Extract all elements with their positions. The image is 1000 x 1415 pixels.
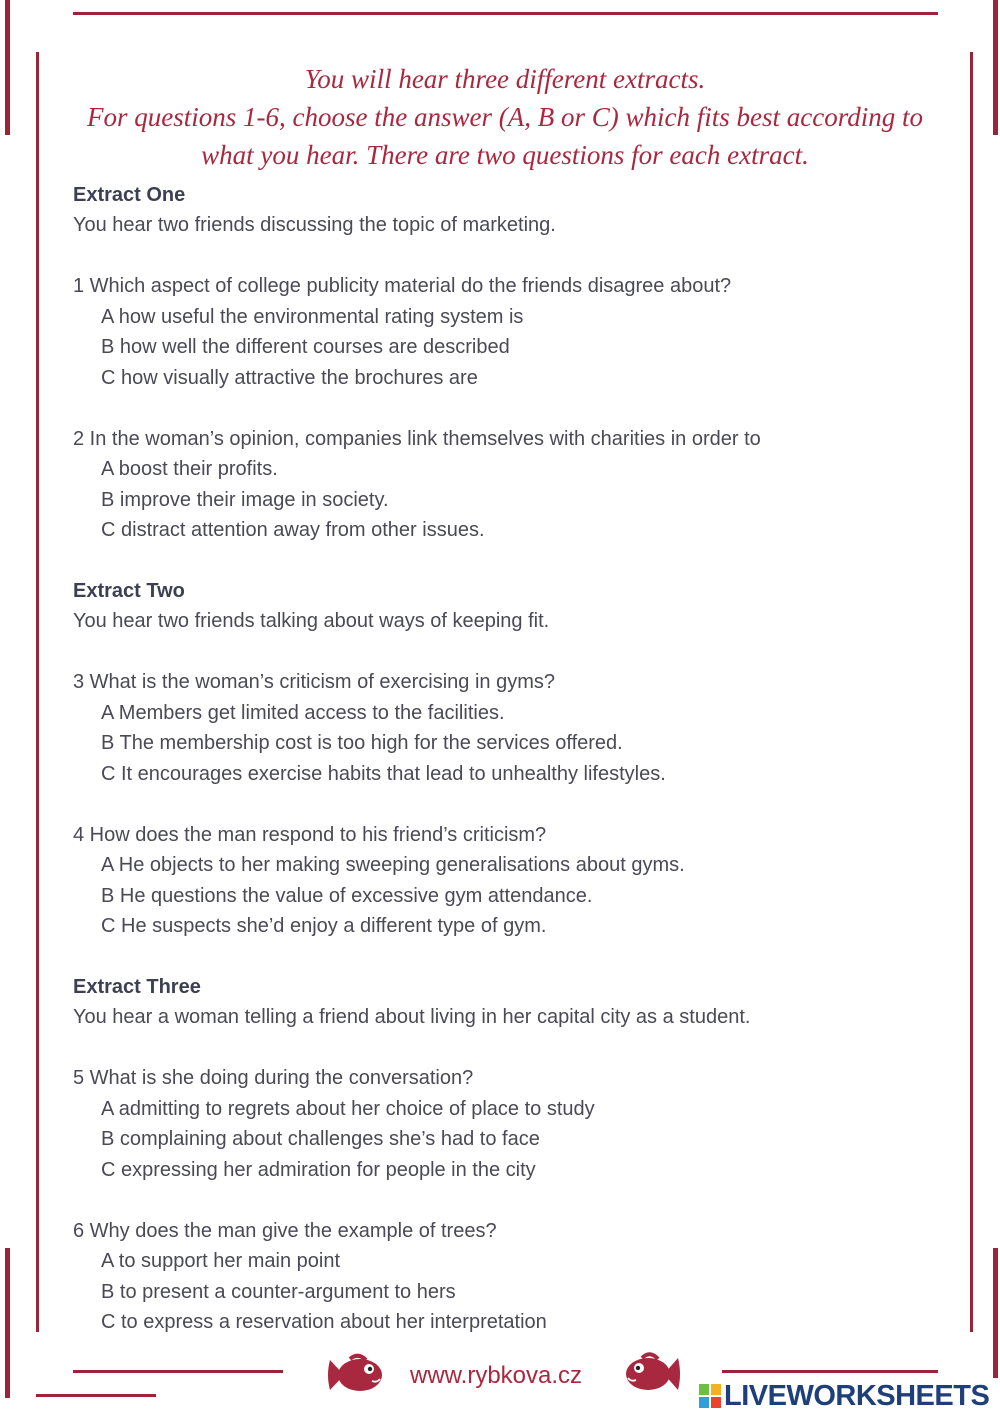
question-6-option-c[interactable]: C to express a reservation about her interpretation (101, 1311, 547, 1333)
instructions-line-1: You will hear three different extracts. (304, 64, 706, 94)
exercise-content (73, 180, 953, 1338)
liveworksheets-brand[interactable] (698, 1378, 989, 1414)
instructions-line-3: what you hear. There are two questions for each extract. (201, 140, 809, 170)
question-3-option-c[interactable]: C It encourages exercise habits that lead to unhealthy lifestyles. (101, 762, 666, 785)
extract-three-title: Extract Three (73, 976, 201, 998)
website-link[interactable]: www.rybkova.cz (410, 1362, 583, 1389)
question-4-option-c[interactable]: C He suspects she’d enjoy a different type of gym. (101, 915, 547, 937)
question-4-option-a[interactable]: A He objects to her making sweeping generalisations about gyms. (101, 854, 685, 876)
question-2-option-b[interactable]: B improve their image in society. (101, 488, 389, 511)
question-6-option-b[interactable]: B to present a counter-argument to hers (101, 1280, 456, 1303)
left-frame-line (36, 52, 39, 1332)
extract-two-title: Extract Two (73, 580, 185, 602)
question-1-option-a[interactable]: A how useful the environmental rating system is (101, 305, 524, 328)
question-3-option-a[interactable]: A Members get limited access to the facilities. (101, 701, 505, 724)
left-upper-bar (5, 0, 10, 135)
question-2: 2 In the woman’s opinion, companies link themselves with charities in order to (73, 427, 761, 450)
question-5: 5 What is she doing during the conversation? (73, 1067, 474, 1089)
question-5-option-a[interactable]: A admitting to regrets about her choice of place to study (101, 1097, 595, 1120)
question-3: 3 What is the woman’s criticism of exercising in gyms? (73, 671, 556, 693)
question-1-option-b[interactable]: B how well the different courses are described (101, 336, 510, 358)
question-3-option-b[interactable]: B The membership cost is too high for the services offered. (101, 732, 623, 754)
liveworksheets-logo-icon (698, 1382, 722, 1410)
instructions (60, 60, 950, 174)
question-6: 6 Why does the man give the example of trees? (73, 1219, 497, 1242)
right-lower-bar (993, 1248, 998, 1378)
right-upper-bar (993, 0, 998, 135)
fish-icon-right (622, 1350, 686, 1398)
question-5-option-b[interactable]: B complaining about challenges she’s had to face (101, 1128, 540, 1150)
bottom-right-rule (722, 1370, 938, 1373)
extract-one-context: You hear two friends discussing the topic of marketing. (73, 214, 556, 236)
extract-one-title: Extract One (73, 184, 186, 206)
extract-two-context: You hear two friends talking about ways of keeping fit. (73, 610, 550, 632)
right-frame-line (970, 52, 973, 1332)
bottom-left-rule-2 (36, 1394, 156, 1397)
question-1-option-c[interactable]: C how visually attractive the brochures are (101, 366, 478, 389)
liveworksheets-name: LIVEWORKSHEETS (724, 1379, 990, 1412)
left-lower-bar (5, 1248, 10, 1398)
question-6-option-a[interactable]: A to support her main point (101, 1250, 341, 1272)
question-2-option-a[interactable]: A boost their profits. (101, 458, 278, 480)
question-4-option-b[interactable]: B He questions the value of excessive gym attendance. (101, 884, 593, 907)
question-2-option-c[interactable]: C distract attention away from other issues. (101, 519, 485, 541)
question-5-option-c[interactable]: C expressing her admiration for people in the city (101, 1158, 536, 1181)
instructions-line-2: For questions 1-6, choose the answer (A, B or C) which fits best according to (87, 102, 923, 132)
question-4: 4 How does the man respond to his friend’s criticism? (73, 823, 547, 846)
question-1: 1 Which aspect of college publicity material do the friends disagree about? (73, 275, 732, 297)
extract-three-context: You hear a woman telling a friend about living in her capital city as a student. (73, 1006, 751, 1028)
top-rule (73, 12, 938, 15)
bottom-left-rule (73, 1370, 283, 1373)
fish-icon (322, 1352, 384, 1398)
